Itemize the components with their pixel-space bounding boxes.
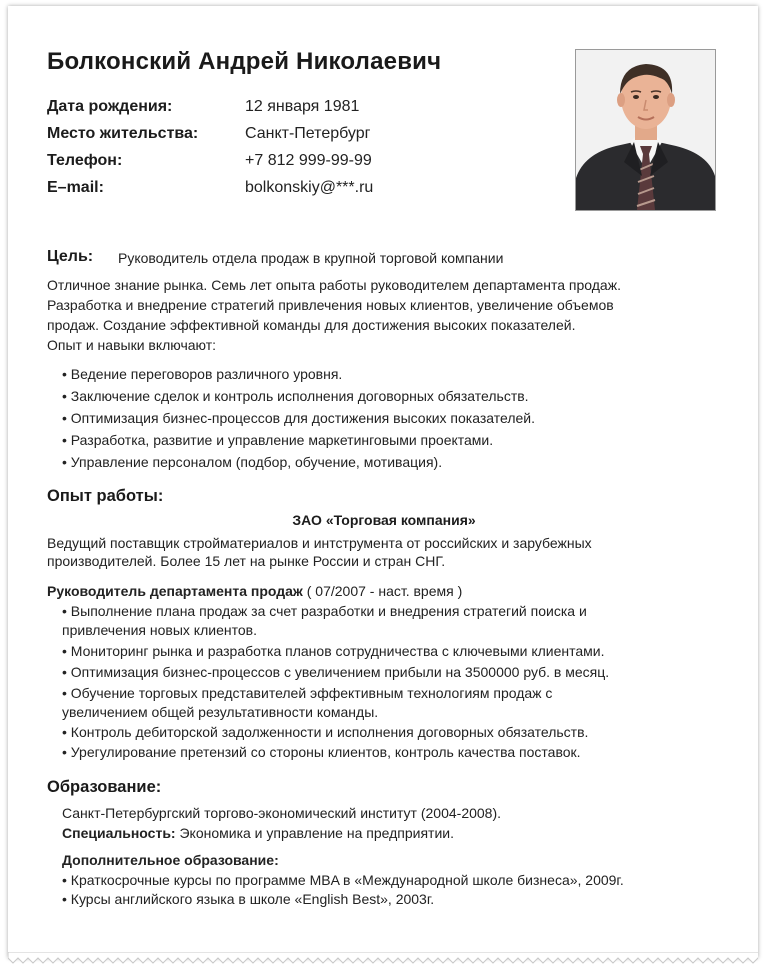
- company-description-line: производителей. Более 15 лет на рынке России и стран СНГ.: [47, 553, 446, 569]
- portrait-photo: [575, 49, 716, 211]
- skill-item: • Ведение переговоров различного уровня.: [62, 366, 343, 382]
- experience-heading: Опыт работы:: [47, 487, 164, 505]
- additional-education-heading: Дополнительное образование:: [62, 852, 279, 868]
- summary-line: Разработка и внедрение стратегий привлечения новых клиентов, увеличение объемов: [47, 297, 614, 313]
- phone-value: +7 812 999-99-99: [245, 152, 372, 169]
- duty-item: • Обучение торговых представителей эффективным технологиям продаж с: [62, 685, 553, 701]
- birth-date-value: 12 января 1981: [245, 98, 360, 115]
- duty-item: • Выполнение плана продаж за счет разработки и внедрения стратегий поиска и: [62, 603, 587, 619]
- additional-education-item: • Курсы английского языка в школе «English Best», 2003г.: [62, 891, 435, 907]
- institution: Санкт-Петербургский торгово-экономический институт (2004-2008).: [62, 805, 502, 821]
- skill-item: • Заключение сделок и контроль исполнения договорных обязательств.: [62, 388, 529, 404]
- goal-label: Цель:: [47, 248, 94, 265]
- skill-item: • Оптимизация бизнес-процессов для достижения высоких показателей.: [62, 410, 535, 426]
- duty-item: • Мониторинг рынка и разработка планов сотрудничества с ключевыми клиентами.: [62, 643, 605, 659]
- duty-item: • Контроль дебиторской задолженности и исполнения договорных обязательств.: [62, 724, 589, 740]
- duty-item-continued: привлечения новых клиентов.: [62, 622, 257, 638]
- duty-item-continued: увеличением общей результативности команды.: [62, 704, 379, 720]
- email-value: bolkonskiy@***.ru: [245, 179, 374, 196]
- specialty-value: Экономика и управление на предприятии.: [175, 825, 454, 841]
- duty-item: • Урегулирование претензий со стороны клиентов, контроль качества поставок.: [62, 744, 581, 760]
- position-title: Руководитель департамента продаж: [47, 583, 303, 599]
- additional-education-item: • Краткосрочные курсы по программе MBA в «Международной школе бизнеса», 2009г.: [62, 872, 624, 888]
- email-label: E–mail:: [47, 179, 104, 196]
- position-period: ( 07/2007 - наст. время ): [302, 583, 463, 599]
- phone-label: Телефон:: [47, 152, 123, 169]
- residence-label: Место жительства:: [47, 125, 199, 142]
- summary-line: Опыт и навыки включают:: [47, 337, 217, 353]
- specialty-line: [62, 825, 454, 841]
- skill-item: • Разработка, развитие и управление маркетинговыми проектами.: [62, 432, 494, 448]
- position-line: [47, 583, 462, 599]
- summary-line: продаж. Создание эффективной команды для достижения высоких показателей.: [47, 317, 576, 333]
- torn-paper-edge: [8, 952, 758, 966]
- education-heading: Образование:: [47, 778, 162, 796]
- company-name: ЗАО «Торговая компания»: [292, 512, 476, 528]
- portrait-icon: [576, 50, 715, 210]
- duty-item: • Оптимизация бизнес-процессов с увеличением прибыли на 3500000 руб. в месяц.: [62, 664, 610, 680]
- residence-value: Санкт-Петербург: [245, 125, 371, 142]
- skill-item: • Управление персоналом (подбор, обучение, мотивация).: [62, 454, 443, 470]
- goal-text: Руководитель отдела продаж в крупной торговой компании: [118, 250, 504, 266]
- birth-date-label: Дата рождения:: [47, 98, 173, 115]
- full-name: Болконский Андрей Николаевич: [47, 48, 442, 75]
- company-description-line: Ведущий поставщик стройматериалов и интструмента от российских и зарубежных: [47, 535, 592, 551]
- summary-line: Отличное знание рынка. Семь лет опыта работы руководителем департамента продаж.: [47, 277, 621, 293]
- specialty-label: Специальность:: [62, 825, 176, 841]
